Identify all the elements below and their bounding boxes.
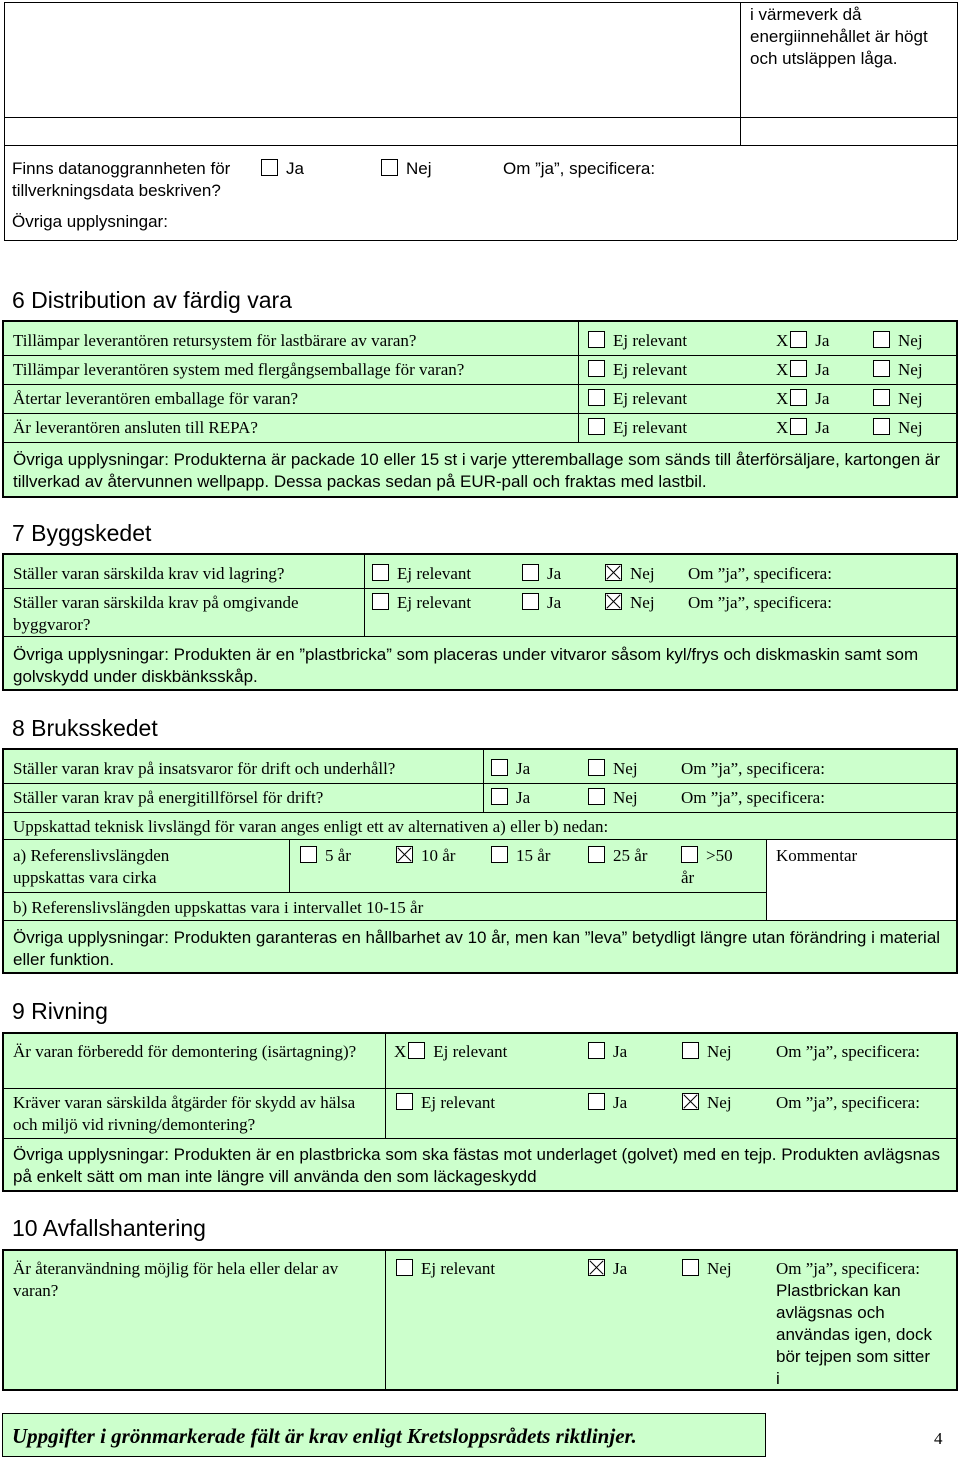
checkbox-icon[interactable] xyxy=(396,1093,413,1110)
checkbox-nej[interactable]: Nej xyxy=(873,359,923,381)
s8-a-label: a) Referenslivslängden uppskattas vara cirka xyxy=(13,846,170,887)
s6-q4: Är leverantören ansluten till REPA? xyxy=(13,418,258,437)
checked-checkbox-icon[interactable] xyxy=(605,593,622,610)
s7-q1: Ställer varan särskilda krav vid lagring? xyxy=(13,564,285,583)
checkbox-nej[interactable]: Nej xyxy=(682,1258,732,1280)
checkbox-5-ar[interactable]: 5 år xyxy=(300,845,351,867)
checkbox-25-ar[interactable]: 25 år xyxy=(588,845,647,867)
s7-ovriga: Övriga upplysningar: Produkten är en ”plastbricka” som placeras under vitvaror såsom kyl/frys och diskmaskin samt som golvskydd under diskbänksskåp. xyxy=(13,645,919,686)
checkbox-icon[interactable] xyxy=(588,788,605,805)
specify-label: Om ”ja”, specificera: xyxy=(776,1259,920,1278)
checkbox-icon[interactable] xyxy=(588,360,605,377)
checkbox-ej-relevant[interactable]: Ej relevant xyxy=(588,330,687,352)
checkbox-icon[interactable] xyxy=(381,159,398,176)
s8-ovriga-text: Produkten garanteras en hållbarhet av 10 år, men kan ”leva” betydligt längre utan förändring i material eller funktion. xyxy=(13,928,941,969)
checkbox-icon[interactable] xyxy=(372,564,389,581)
checked-checkbox-icon[interactable] xyxy=(605,564,622,581)
checkbox-ja[interactable]: X Ja xyxy=(776,331,830,350)
checkbox-icon[interactable] xyxy=(588,1093,605,1110)
checkbox-ej-relevant[interactable]: Ej relevant xyxy=(372,592,471,614)
checkbox-icon[interactable] xyxy=(522,564,539,581)
s6-q2: Tillämpar leverantören system med flergångsemballage för varan? xyxy=(13,360,465,379)
specify-label: Om ”ja”, specificera: xyxy=(681,788,825,807)
s7-q2: Ställer varan särskilda krav på omgivande byggvaror? xyxy=(13,593,299,634)
checkbox-nej-checked[interactable]: Nej xyxy=(605,592,655,614)
s10-q1: Är återanvändning möjlig för hela eller delar av varan? xyxy=(13,1259,339,1300)
s9-ovriga: Övriga upplysningar: Produkten är en plastbricka som ska fästas mot underlaget (golvet) med en tejp. Produkten avlägsnas på enkelt sätt om man inte längre vill använda den som läckageskydd xyxy=(13,1145,941,1186)
checkbox-icon[interactable] xyxy=(588,418,605,435)
checkbox-ja[interactable]: Ja xyxy=(522,592,561,614)
checkbox-15-ar[interactable]: 15 år xyxy=(491,845,550,867)
checkbox-icon[interactable] xyxy=(873,331,890,348)
checkbox-nej[interactable]: Nej xyxy=(873,417,923,439)
s9-ovriga-text: Produkten är en plastbricka som ska fästas mot underlaget (golvet) med en tejp. Produkten avlägsnas på enkelt sätt om man inte längre vill använda den som läckageskydd xyxy=(13,1145,941,1186)
checked-checkbox-icon[interactable] xyxy=(588,1259,605,1276)
checkbox-icon[interactable] xyxy=(790,389,807,406)
checkbox-nej[interactable]: Nej xyxy=(588,787,638,809)
section-10-title: 10 Avfallshantering xyxy=(12,1215,206,1241)
ovriga-label: Övriga upplysningar: xyxy=(12,212,168,231)
s6-q3: Återtar leverantören emballage för varan? xyxy=(13,389,299,408)
section-8-title: 8 Bruksskedet xyxy=(12,715,158,741)
s6-ovriga: Övriga upplysningar: Produkterna är packade 10 eller 15 st i varje ytteremballage som sänds till återförsäljare, kartongen är tillverkad av återvunnen wellpapp. Dessa packas sedan på EUR-pall och fraktas med lastbil. xyxy=(13,450,940,491)
specify-label: Om ”ja”, specificera: xyxy=(776,1042,920,1061)
checkbox-icon[interactable] xyxy=(491,788,508,805)
checkbox-nej[interactable]: Nej xyxy=(588,758,638,780)
checkbox-ja[interactable]: X Ja xyxy=(776,418,830,437)
checkbox-icon[interactable] xyxy=(491,759,508,776)
checkbox-icon[interactable] xyxy=(790,360,807,377)
s9-q2: Kräver varan särskilda åtgärder för skydd av hälsa och miljö vid rivning/demontering? xyxy=(13,1093,356,1134)
section-6-title: 6 Distribution av färdig vara xyxy=(12,287,292,313)
checkbox-nej-checked[interactable]: Nej xyxy=(605,563,655,585)
checkbox-nej[interactable]: Nej xyxy=(873,388,923,410)
section-9-title: 9 Rivning xyxy=(12,998,108,1024)
checkbox-icon[interactable] xyxy=(588,846,605,863)
specify-label: Om ”ja”, specificera: xyxy=(688,564,832,583)
checkbox-icon[interactable] xyxy=(588,389,605,406)
checkbox-ja[interactable]: Ja xyxy=(588,1092,627,1114)
s6-q1: Tillämpar leverantören retursystem för lastbärare av varan? xyxy=(13,331,417,350)
checked-checkbox-icon[interactable] xyxy=(682,1093,699,1110)
s8-b-label: b) Referenslivslängden uppskattas vara i intervallet 10-15 år xyxy=(13,898,424,917)
checkbox-ja[interactable]: X Ja xyxy=(776,389,830,408)
checkbox-icon[interactable] xyxy=(396,1259,413,1276)
section-7-title: 7 Byggskedet xyxy=(12,520,152,546)
s8-lifespan-question: Uppskattad teknisk livslängd för varan anges enligt ett av alternativen a) eller b) nedan: xyxy=(13,817,609,836)
checked-checkbox-icon[interactable] xyxy=(396,846,413,863)
checkbox-nej-checked[interactable]: Nej xyxy=(682,1092,732,1114)
checkbox-ja-checked[interactable]: Ja xyxy=(588,1258,627,1280)
checkbox-over-50-ar[interactable]: >50 år xyxy=(681,846,733,887)
checkbox-ej-relevant[interactable]: Ej relevant xyxy=(396,1092,495,1114)
checkbox-icon[interactable] xyxy=(588,1042,605,1059)
checkbox-ja[interactable]: Ja xyxy=(491,758,530,780)
checkbox-icon[interactable] xyxy=(681,846,698,863)
checkbox-icon[interactable] xyxy=(790,418,807,435)
s9-q1: Är varan förberedd för demontering (isärtagning)? xyxy=(13,1042,357,1061)
checkbox-ej-relevant[interactable]: Ej relevant xyxy=(588,388,687,410)
checkbox-ej-relevant[interactable]: Ej relevant xyxy=(396,1258,495,1280)
s8-comment-label: Kommentar xyxy=(776,846,858,865)
checkbox-icon[interactable] xyxy=(522,593,539,610)
checkbox-icon[interactable] xyxy=(588,759,605,776)
checkbox-icon[interactable] xyxy=(261,159,278,176)
checkbox-ja[interactable]: X Ja xyxy=(776,360,830,379)
checkbox-icon[interactable] xyxy=(873,418,890,435)
continuation-text: i värmeverk då energiinnehållet är högt och utsläppen låga. xyxy=(750,5,928,68)
checkbox-ja[interactable]: Ja xyxy=(588,1041,627,1063)
specify-label: Om ”ja”, specificera: xyxy=(688,593,832,612)
checkbox-icon[interactable] xyxy=(491,846,508,863)
checkbox-icon[interactable] xyxy=(408,1042,425,1059)
data-accuracy-question: Finns datanoggrannheten för tillverkningsdata beskriven? xyxy=(12,159,231,200)
checkbox-icon[interactable] xyxy=(682,1042,699,1059)
checkbox-nej[interactable]: Nej xyxy=(381,158,432,180)
s7-ovriga-text: Produkten är en ”plastbricka” som placeras under vitvaror såsom kyl/frys och diskmaskin samt som golvskydd under diskbänksskåp. xyxy=(13,645,919,686)
checkbox-icon[interactable] xyxy=(790,331,807,348)
checkbox-10-ar-checked[interactable]: 10 år xyxy=(396,845,455,867)
checkbox-ej-relevant[interactable]: Ej relevant xyxy=(588,359,687,381)
specify-label: Om ”ja”, specificera: xyxy=(503,159,656,178)
checkbox-icon[interactable] xyxy=(372,593,389,610)
checkbox-icon[interactable] xyxy=(873,389,890,406)
checkbox-ja[interactable]: Ja xyxy=(522,563,561,585)
checkbox-ej-relevant[interactable]: Ej relevant xyxy=(372,563,471,585)
checkbox-ja[interactable]: Ja xyxy=(491,787,530,809)
s6-ovriga-text: Produkterna är packade 10 eller 15 st i varje ytteremballage som sänds till återförsäljare, kartongen är tillverkad av återvunnen wellpapp. Dessa packas sedan på EUR-pall och fraktas med lastbil. xyxy=(13,450,940,491)
s8-q2: Ställer varan krav på energitillförsel för drift? xyxy=(13,788,324,807)
checkbox-nej[interactable]: Nej xyxy=(682,1041,732,1063)
specify-label: Om ”ja”, specificera: xyxy=(776,1093,920,1112)
checkbox-icon[interactable] xyxy=(682,1259,699,1276)
checkbox-ja[interactable]: Ja xyxy=(261,158,304,180)
s10-specify-text: Plastbrickan kan avlägsnas och användas igen, dock bör tejpen som sitter i xyxy=(776,1281,932,1388)
specify-label: Om ”ja”, specificera: xyxy=(681,759,825,778)
checkbox-icon[interactable] xyxy=(588,331,605,348)
checkbox-ej-relevant[interactable]: Ej relevant xyxy=(588,417,687,439)
footer-note: Uppgifter i grönmarkerade fält är krav enligt Kretsloppsrådets riktlinjer. xyxy=(12,1424,637,1448)
s8-ovriga: Övriga upplysningar: Produkten garanteras en hållbarhet av 10 år, men kan ”leva” betydligt längre utan förändring i material eller funktion. xyxy=(13,928,941,969)
checkbox-icon[interactable] xyxy=(300,846,317,863)
checkbox-nej[interactable]: Nej xyxy=(873,330,923,352)
checkbox-icon[interactable] xyxy=(873,360,890,377)
page-number: 4 xyxy=(934,1429,943,1448)
s8-q1: Ställer varan krav på insatsvaror för drift och underhåll? xyxy=(13,759,396,778)
checkbox-ej-relevant[interactable]: X Ej relevant xyxy=(394,1042,508,1061)
